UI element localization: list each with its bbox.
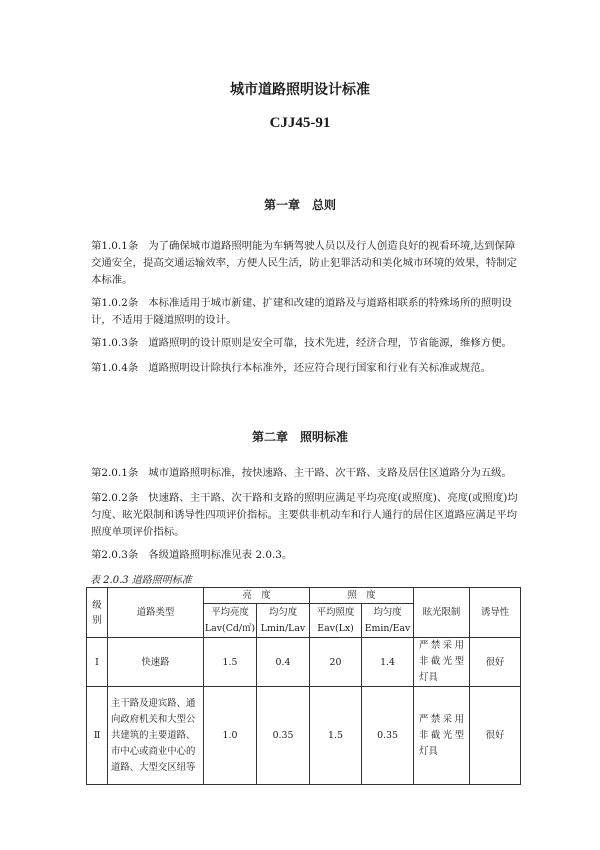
clause-id: 第1.0.3条	[91, 337, 139, 349]
clause-1-0-3	[91, 335, 521, 352]
clause-id: 第1.0.4条	[91, 362, 139, 374]
clause-id: 第1.0.1条	[91, 240, 139, 252]
row-lav: 1.0	[204, 687, 257, 785]
row-guidance: 很好	[470, 687, 521, 785]
clause-1-0-4	[91, 360, 521, 377]
row-eav: 20	[310, 638, 362, 687]
clause-2-0-3	[91, 547, 521, 564]
unit-avg-illuminance: Eav(Lx)	[310, 621, 362, 638]
row-ill-uniformity: 1.4	[362, 638, 414, 687]
header-glare: 眩光限制	[414, 588, 470, 638]
clause-id: 第2.0.3条	[91, 549, 139, 561]
clause-id: 第1.0.2条	[91, 297, 139, 309]
row-eav: 1.5	[310, 687, 362, 785]
clause-text: 道路照明的设计原则是安全可靠，技术先进，经济合理，节省能源，维修方便。	[148, 337, 512, 349]
chapter-2-title: 第二章 照明标准	[251, 430, 348, 444]
row-lav: 1.5	[204, 638, 257, 687]
clause-text: 各级道路照明标准见表 2.0.3。	[148, 549, 293, 561]
clause-text: 快速路、主干路、次干路和支路的照明应满足平均亮度(或照度)、亮度(或照度)均匀度、眩光限制和诱导性四项评价指标。主要供非机动车和行人通行的居住区道路应满足平均照度单项评价指标。	[91, 492, 518, 538]
row-level: Ⅱ	[87, 687, 108, 785]
row-lum-uniformity: 0.35	[257, 687, 310, 785]
clause-1-0-2	[91, 295, 521, 329]
row-glare: 严禁采用非截光型灯具	[414, 638, 470, 687]
clause-text: 道路照明设计除执行本标准外，还应符合现行国家和行业有关标准或规范。	[148, 362, 492, 374]
row-glare: 严禁采用非截光型灯具	[414, 687, 470, 785]
row-road-type: 主干路及迎宾路、通向政府机关和大型公共建筑的主要道路、市中心或商业中心的道路、大型交区纽等	[108, 687, 204, 785]
header-ill-uniformity: 均匀度	[362, 604, 414, 621]
header-avg-luminance: 平均亮度	[204, 604, 257, 621]
table-row	[87, 687, 521, 785]
row-road-type: 快速路	[108, 638, 204, 687]
header-road-type: 道路类型	[108, 588, 204, 638]
clause-id: 第2.0.2条	[91, 492, 139, 504]
table-row	[87, 638, 521, 687]
clause-text: 城市道路照明标准，按快速路、主干路、次干路、支路及居住区道路分为五级。	[148, 467, 512, 479]
unit-ill-uniformity: Emin/Eav	[362, 621, 414, 638]
clause-text: 为了确保城市道路照明能为车辆驾驶人员以及行人创造良好的视看环境,达到保障交通安全，提高交通运输效率，方便人民生活，防止犯罪活动和美化城市环境的效果，特制定本标准。	[91, 240, 518, 286]
header-illuminance: 照 度	[310, 588, 414, 604]
document-title: 城市道路照明设计标准	[230, 82, 370, 98]
clause-1-0-1	[91, 238, 521, 289]
unit-avg-luminance: Lav(Cd/㎡)	[204, 621, 257, 638]
lighting-standard-table	[86, 587, 521, 785]
header-level: 级别	[87, 588, 108, 638]
document-code: CJJ45-91	[269, 115, 331, 131]
header-guidance: 诱导性	[470, 588, 521, 638]
header-luminance: 亮 度	[204, 588, 310, 604]
header-avg-illuminance: 平均照度	[310, 604, 362, 621]
clause-2-0-1	[91, 465, 521, 482]
row-level: Ⅰ	[87, 638, 108, 687]
header-lum-uniformity: 均匀度	[257, 604, 310, 621]
unit-lum-uniformity: Lmin/Lav	[257, 621, 310, 638]
clause-2-0-2	[91, 490, 521, 541]
row-lum-uniformity: 0.4	[257, 638, 310, 687]
table-header-row	[87, 588, 521, 604]
clause-id: 第2.0.1条	[91, 467, 139, 479]
table-caption: 表 2.0.3 道路照明标准	[90, 575, 192, 586]
row-guidance: 很好	[470, 638, 521, 687]
chapter-1-title: 第一章 总则	[263, 198, 336, 212]
row-ill-uniformity: 0.35	[362, 687, 414, 785]
clause-text: 本标准适用于城市新建、扩建和改建的道路及与道路相联系的特殊场所的照明设计，不适用于隧道照明的设计。	[91, 297, 512, 326]
